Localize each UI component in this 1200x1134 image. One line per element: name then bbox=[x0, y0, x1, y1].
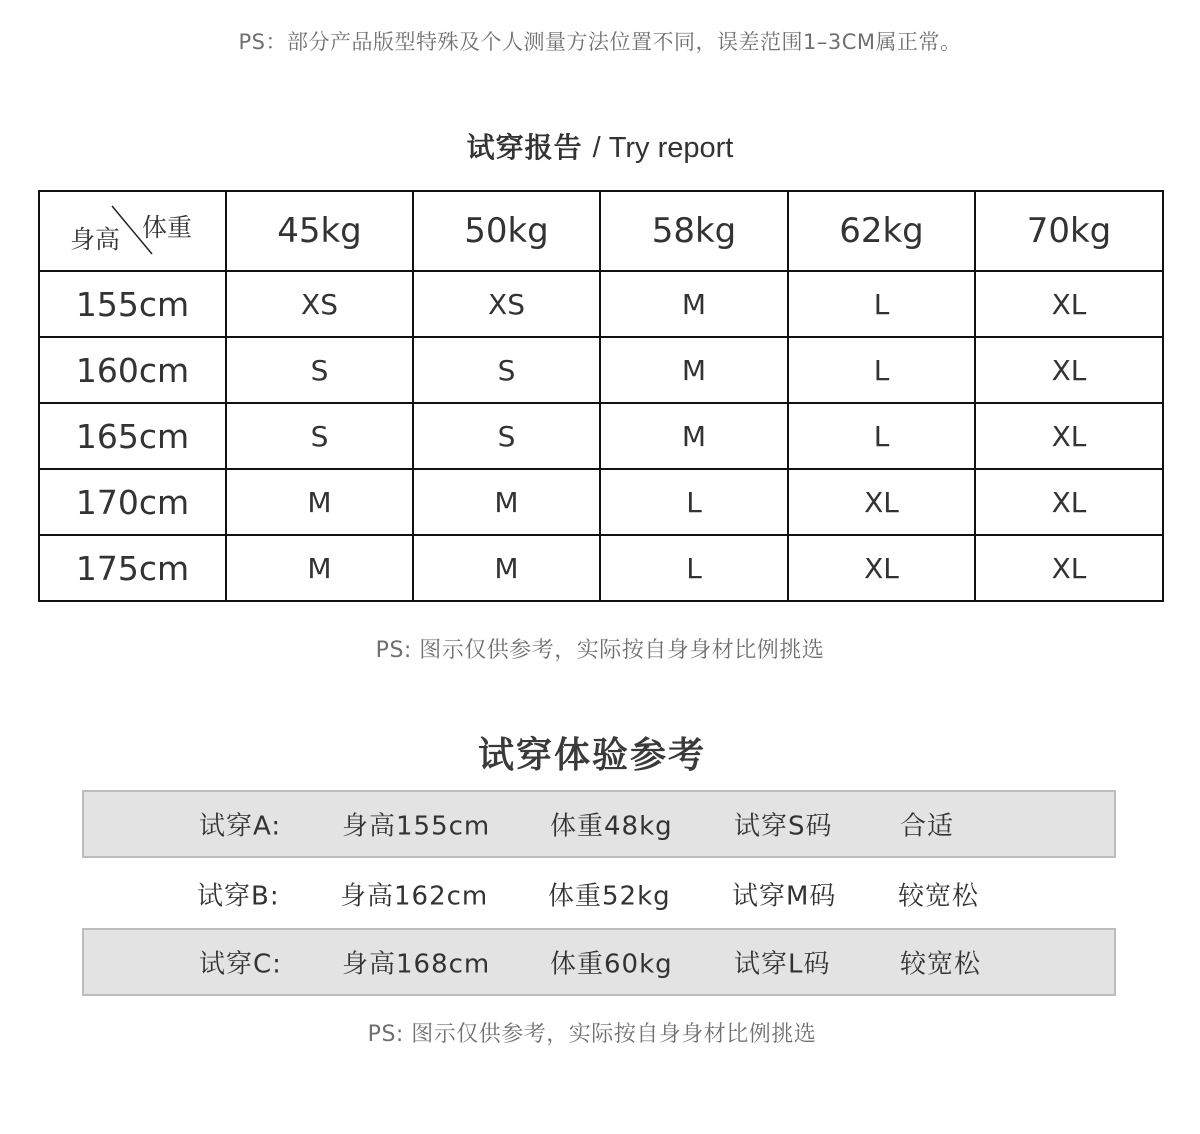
size-cell: S bbox=[226, 403, 413, 469]
trial-fit: 合适 bbox=[900, 811, 955, 842]
height-cell: 165cm bbox=[39, 403, 226, 469]
try-report-title bbox=[0, 126, 1200, 166]
size-cell: M bbox=[226, 535, 413, 601]
size-cell: XL bbox=[975, 403, 1163, 469]
size-cell: L bbox=[600, 469, 788, 535]
size-cell: L bbox=[788, 337, 975, 403]
size-cell: L bbox=[600, 535, 788, 601]
size-cell: L bbox=[788, 403, 975, 469]
trial-fit: 较宽松 bbox=[900, 949, 982, 980]
size-cell: XL bbox=[975, 337, 1163, 403]
trial-row-b bbox=[82, 860, 1116, 928]
table-row bbox=[39, 403, 1163, 469]
table-row bbox=[39, 535, 1163, 601]
size-cell: S bbox=[226, 337, 413, 403]
trial-weight: 体重60kg bbox=[550, 949, 673, 980]
size-cell: L bbox=[788, 271, 975, 337]
size-cell: XL bbox=[975, 271, 1163, 337]
trial-row-c bbox=[82, 928, 1116, 996]
trial-height: 身高162cm bbox=[340, 881, 489, 912]
try-report-title-en: / Try report bbox=[592, 132, 734, 164]
size-cell: M bbox=[600, 337, 788, 403]
trial-size: 试穿L码 bbox=[734, 949, 831, 980]
weight-header: 45kg bbox=[226, 191, 413, 271]
try-report-title-zh: 试穿报告 bbox=[466, 131, 583, 164]
size-cell: XL bbox=[975, 535, 1163, 601]
table-row bbox=[39, 271, 1163, 337]
height-cell: 155cm bbox=[39, 271, 226, 337]
corner-header-cell bbox=[39, 191, 226, 271]
trial-size: 试穿S码 bbox=[734, 811, 833, 842]
trial-weight: 体重48kg bbox=[550, 811, 673, 842]
height-cell: 170cm bbox=[39, 469, 226, 535]
size-cell: M bbox=[413, 535, 600, 601]
size-cell: M bbox=[413, 469, 600, 535]
size-cell: XS bbox=[413, 271, 600, 337]
corner-weight-label: 体重 bbox=[142, 213, 193, 242]
weight-header: 58kg bbox=[600, 191, 788, 271]
trial-label: 试穿A: bbox=[199, 811, 282, 842]
corner-diagonal-line bbox=[40, 192, 227, 270]
measurement-disclaimer: PS：部分产品版型特殊及个人测量方法位置不同，误差范围1–3CM属正常。 bbox=[238, 30, 962, 54]
weight-header: 62kg bbox=[788, 191, 975, 271]
size-cell: S bbox=[413, 403, 600, 469]
weight-header: 70kg bbox=[975, 191, 1163, 271]
trial-height: 身高155cm bbox=[342, 811, 491, 842]
trial-label: 试穿B: bbox=[197, 881, 280, 912]
size-cell: XL bbox=[975, 469, 1163, 535]
size-cell: M bbox=[226, 469, 413, 535]
trial-label: 试穿C: bbox=[199, 949, 282, 980]
table-row bbox=[39, 337, 1163, 403]
size-cell: XS bbox=[226, 271, 413, 337]
size-cell: XL bbox=[788, 535, 975, 601]
height-cell: 160cm bbox=[39, 337, 226, 403]
trial-size: 试穿M码 bbox=[732, 881, 837, 912]
trial-fit: 较宽松 bbox=[898, 881, 980, 912]
size-cell: XL bbox=[788, 469, 975, 535]
size-cell: S bbox=[413, 337, 600, 403]
size-cell: M bbox=[600, 271, 788, 337]
trial-height: 身高168cm bbox=[342, 949, 491, 980]
trial-row-a bbox=[82, 790, 1116, 858]
height-cell: 175cm bbox=[39, 535, 226, 601]
size-chart-table bbox=[38, 190, 1164, 602]
size-cell: M bbox=[600, 403, 788, 469]
weight-header: 50kg bbox=[413, 191, 600, 271]
trial-experience-title: 试穿体验参考 bbox=[477, 735, 706, 776]
table-row bbox=[39, 469, 1163, 535]
table-reference-note: PS: 图示仅供参考，实际按自身身材比例挑选 bbox=[375, 638, 825, 663]
size-chart-header-row bbox=[39, 191, 1163, 271]
corner-height-label: 身高 bbox=[70, 225, 121, 254]
trial-reference-note: PS: 图示仅供参考，实际按自身身材比例挑选 bbox=[367, 1022, 817, 1047]
trial-weight: 体重52kg bbox=[548, 881, 671, 912]
